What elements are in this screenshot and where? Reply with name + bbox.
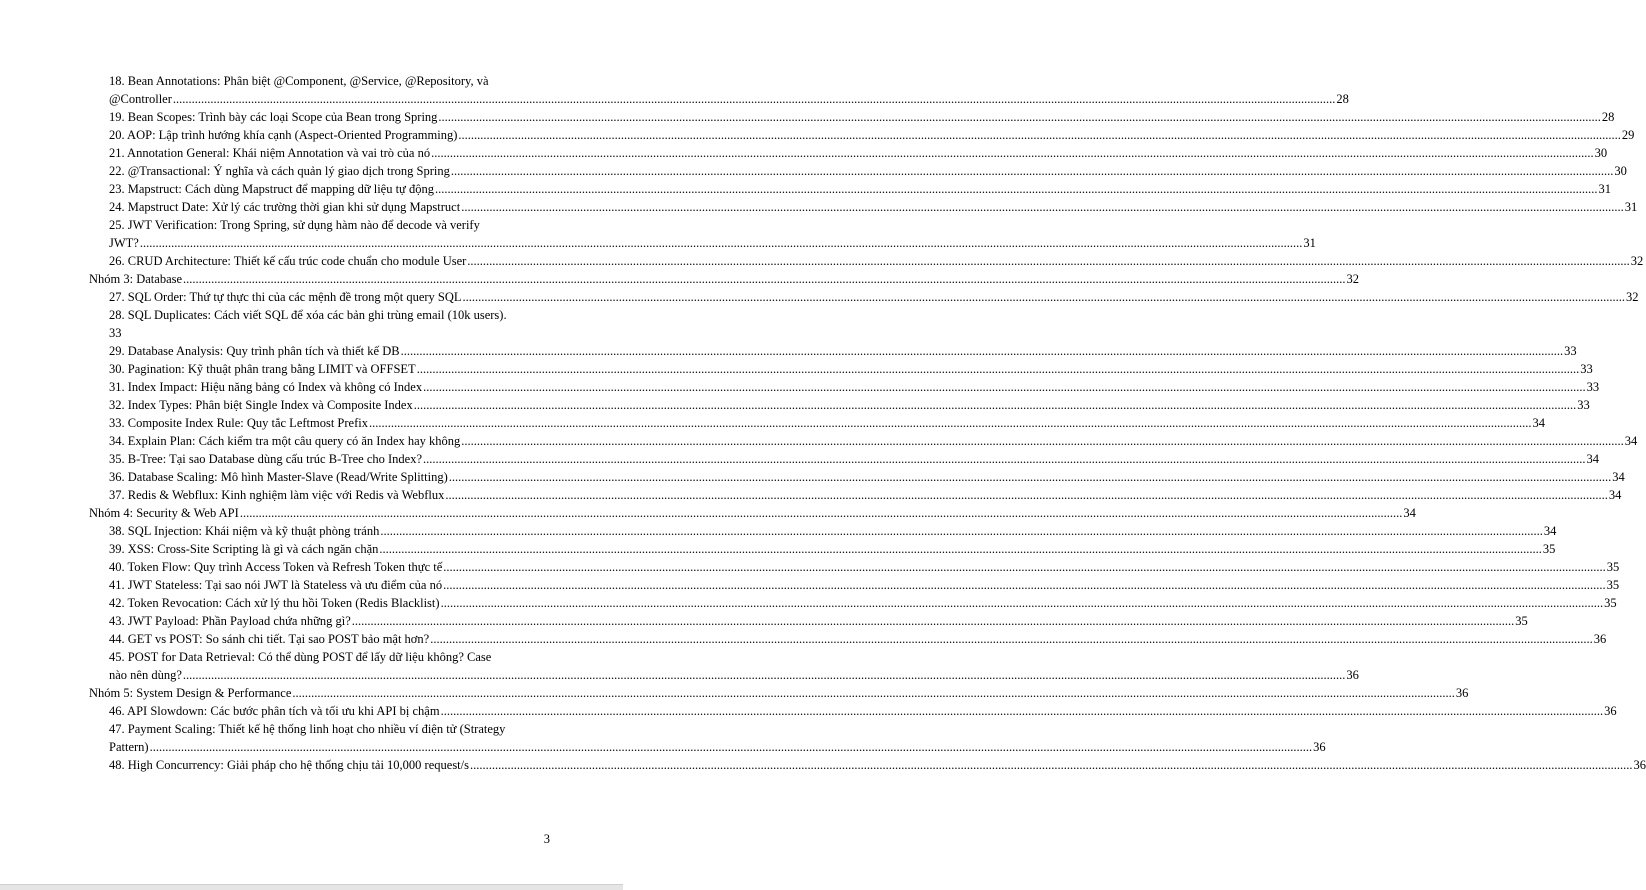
toc-entry-page: 28	[1602, 108, 1615, 126]
toc-entry-title: 38. SQL Injection: Khái niệm và kỹ thuật phòng tránh	[109, 522, 379, 540]
toc-entry[interactable]	[89, 126, 551, 144]
toc-entry-line	[109, 288, 551, 306]
toc-entry-line	[109, 756, 551, 774]
toc-entry[interactable]	[89, 378, 551, 396]
dot-leader	[443, 558, 1606, 576]
toc-entry-page: 34	[1532, 414, 1545, 432]
toc-entry-page: 36	[1313, 738, 1326, 756]
toc-entry-title: 31. Index Impact: Hiệu năng bảng có Index và không có Index	[109, 378, 422, 396]
toc-entry-page: 35	[1607, 558, 1620, 576]
toc-entry[interactable]	[89, 432, 551, 450]
dot-leader	[451, 162, 1614, 180]
toc-entry-page: 36	[1604, 702, 1617, 720]
toc-entry-page: 31	[1598, 180, 1611, 198]
toc-entry-line	[109, 396, 551, 414]
toc-entry-page: 30	[1614, 162, 1627, 180]
toc-entry-page: 35	[1515, 612, 1528, 630]
dot-leader	[173, 90, 1336, 108]
toc-entry-title-line: 18. Bean Annotations: Phân biệt @Component, @Service, @Repository, và	[109, 72, 551, 90]
dot-leader	[461, 432, 1624, 450]
toc-entry-page: 31	[1303, 234, 1316, 252]
toc-entry-title: 33	[109, 324, 122, 342]
toc-entry-line	[109, 702, 551, 720]
toc-entry-line	[109, 162, 551, 180]
toc-entry-line	[109, 324, 551, 342]
toc-entry-line	[109, 198, 551, 216]
toc-entry-page: 34	[1544, 522, 1557, 540]
toc-entry-page: 32	[1347, 270, 1360, 288]
toc-entry-line	[109, 738, 551, 756]
toc-entry-title: 21. Annotation General: Khái niệm Annotation và vai trò của nó	[109, 144, 430, 162]
toc-entry-line	[109, 342, 551, 360]
toc-entry-title: 23. Mapstruct: Cách dùng Mapstruct để mapping dữ liệu tự động	[109, 180, 434, 198]
toc-entry-title: 33. Composite Index Rule: Quy tắc Leftmost Prefix	[109, 414, 368, 432]
toc-entry-line	[109, 144, 551, 162]
toc-entry-title: 22. @Transactional: Ý nghĩa và cách quản lý giao dịch trong Spring	[109, 162, 450, 180]
dot-leader	[458, 126, 1621, 144]
toc-entry[interactable]	[89, 702, 551, 720]
dot-leader	[414, 396, 1577, 414]
dot-leader	[435, 180, 1598, 198]
toc-entry[interactable]	[89, 594, 551, 612]
toc-entry-title: Nhóm 4: Security & Web API	[89, 504, 239, 522]
toc-entry-line	[89, 504, 551, 522]
toc-entry[interactable]	[89, 306, 551, 342]
dot-leader	[140, 234, 1303, 252]
dot-leader	[183, 270, 1346, 288]
page-number: 3	[544, 832, 550, 847]
toc-entry-title: 20. AOP: Lập trình hướng khía cạnh (Aspect-Oriented Programming)	[109, 126, 457, 144]
toc-entry[interactable]	[89, 540, 551, 558]
toc-entry-title: 42. Token Revocation: Cách xử lý thu hồi Token (Redis Blacklist)	[109, 594, 440, 612]
toc-entry-title: 48. High Concurrency: Giải pháp cho hệ thống chịu tải 10,000 request/s	[109, 756, 469, 774]
toc-entry-line	[109, 468, 551, 486]
toc-entry[interactable]	[89, 342, 551, 360]
toc-entry-line	[109, 180, 551, 198]
dot-leader	[401, 342, 1564, 360]
toc-entry-line	[109, 522, 551, 540]
toc-entry-title: Nhóm 5: System Design & Performance	[89, 684, 291, 702]
toc-entry-page: 29	[1622, 126, 1635, 144]
toc-entry-line	[89, 270, 551, 288]
toc-entry[interactable]	[89, 360, 551, 378]
toc-entry-page: 31	[1625, 198, 1638, 216]
toc-entry-line	[89, 684, 551, 702]
toc-entry[interactable]	[89, 486, 551, 504]
dot-leader	[441, 702, 1604, 720]
toc-entry-line	[109, 576, 551, 594]
toc-entry[interactable]	[89, 252, 551, 270]
page-bottom-edge	[0, 884, 623, 890]
toc-entry-page: 35	[1604, 594, 1617, 612]
toc-entry-title: 19. Bean Scopes: Trình bày các loại Scope của Bean trong Spring	[109, 108, 437, 126]
toc-section-heading[interactable]	[89, 270, 551, 288]
toc-entry-title: 35. B-Tree: Tại sao Database dùng cấu trúc B-Tree cho Index?	[109, 450, 422, 468]
toc-entry-page: 36	[1456, 684, 1469, 702]
dot-leader	[438, 108, 1601, 126]
toc-entry-page: 33	[1580, 360, 1593, 378]
toc-entry-page: 36	[1634, 756, 1646, 774]
toc-entry-page: 34	[1587, 450, 1600, 468]
dot-leader	[240, 504, 1403, 522]
toc-entry-title: 40. Token Flow: Quy trình Access Token và Refresh Token thực tế	[109, 558, 442, 576]
dot-leader	[183, 666, 1346, 684]
toc-entry-title: 37. Redis & Webflux: Kinh nghiệm làm việc với Redis và Webflux	[109, 486, 444, 504]
document-page	[0, 0, 623, 889]
toc-entry-title: Pattern)	[109, 738, 149, 756]
toc-entry[interactable]	[89, 162, 551, 180]
dot-leader	[292, 684, 1455, 702]
toc-entry[interactable]	[89, 216, 551, 252]
toc-entry-page: 33	[1587, 378, 1600, 396]
toc-entry-page: 36	[1346, 666, 1359, 684]
toc-entry-line	[109, 126, 551, 144]
toc-entry-line	[109, 630, 551, 648]
toc-entry-title: nào nên dùng?	[109, 666, 182, 684]
toc-entry-line	[109, 90, 551, 108]
toc-section-heading[interactable]	[89, 504, 551, 522]
dot-leader	[445, 486, 1608, 504]
dot-leader	[417, 360, 1580, 378]
dot-leader	[380, 522, 1543, 540]
toc-entry-page: 35	[1543, 540, 1556, 558]
toc-entry-title: 46. API Slowdown: Các bước phân tích và tối ưu khi API bị chậm	[109, 702, 440, 720]
toc-entry-title-line: 47. Payment Scaling: Thiết kế hệ thống linh hoạt cho nhiều ví điện tử (Strategy	[109, 720, 551, 738]
toc-section-heading[interactable]	[89, 684, 551, 702]
toc-entry[interactable]	[89, 468, 551, 486]
toc-entry[interactable]	[89, 414, 551, 432]
toc-entry-line	[109, 108, 551, 126]
dot-leader	[470, 756, 1633, 774]
dot-leader	[461, 198, 1624, 216]
toc-entry[interactable]	[89, 558, 551, 576]
toc-entry-page: 33	[1564, 342, 1577, 360]
toc-entry-line	[109, 414, 551, 432]
dot-leader	[449, 468, 1612, 486]
toc-entry-line	[109, 450, 551, 468]
toc-entry-title: 43. JWT Payload: Phần Payload chứa những gì?	[109, 612, 351, 630]
toc-entry-title: JWT?	[109, 234, 139, 252]
toc-entry-page: 34	[1625, 432, 1638, 450]
toc-entry-title: 41. JWT Stateless: Tại sao nói JWT là Stateless và ưu điểm của nó	[109, 576, 442, 594]
toc-entry-line	[109, 612, 551, 630]
toc-entry-title: Nhóm 3: Database	[89, 270, 182, 288]
toc-entry-line	[109, 540, 551, 558]
toc-entry[interactable]	[89, 756, 551, 774]
table-of-contents	[89, 72, 551, 774]
toc-entry-line	[109, 360, 551, 378]
dot-leader	[443, 576, 1606, 594]
toc-entry[interactable]	[89, 720, 551, 756]
dot-leader	[369, 414, 1532, 432]
toc-entry-page: 34	[1403, 504, 1416, 522]
toc-entry-title: 32. Index Types: Phân biệt Single Index và Composite Index	[109, 396, 413, 414]
toc-entry-title: 27. SQL Order: Thứ tự thực thi của các mệnh đề trong một query SQL	[109, 288, 462, 306]
dot-leader	[467, 252, 1630, 270]
toc-entry[interactable]	[89, 630, 551, 648]
toc-entry-title: 34. Explain Plan: Cách kiểm tra một câu query có ăn Index hay không	[109, 432, 460, 450]
toc-entry-page: 33	[1577, 396, 1590, 414]
dot-leader	[463, 288, 1626, 306]
dot-leader	[431, 144, 1594, 162]
toc-entry-page: 34	[1609, 486, 1622, 504]
toc-entry-line	[109, 234, 551, 252]
toc-entry-page: 32	[1626, 288, 1639, 306]
dot-leader	[423, 450, 1586, 468]
toc-entry-title-line: 25. JWT Verification: Trong Spring, sử dụng hàm nào để decode và verify	[109, 216, 551, 234]
dot-leader	[423, 378, 1586, 396]
toc-entry-line	[109, 252, 551, 270]
toc-entry-page: 36	[1594, 630, 1607, 648]
dot-leader	[352, 612, 1515, 630]
toc-entry-page: 35	[1607, 576, 1620, 594]
toc-entry-title-line: 28. SQL Duplicates: Cách viết SQL để xóa các bản ghi trùng email (10k users).	[109, 306, 551, 324]
toc-entry[interactable]	[89, 144, 551, 162]
toc-entry[interactable]	[89, 522, 551, 540]
toc-entry-title: @Controller	[109, 90, 172, 108]
toc-entry-line	[109, 594, 551, 612]
toc-entry-line	[109, 432, 551, 450]
toc-entry[interactable]	[89, 450, 551, 468]
toc-entry-line	[109, 378, 551, 396]
toc-entry-page: 34	[1612, 468, 1625, 486]
toc-entry[interactable]	[89, 612, 551, 630]
toc-entry[interactable]	[89, 396, 551, 414]
toc-entry-title: 44. GET vs POST: So sánh chi tiết. Tại sao POST bảo mật hơn?	[109, 630, 429, 648]
toc-entry-page: 30	[1595, 144, 1608, 162]
toc-entry-title: 24. Mapstruct Date: Xử lý các trường thời gian khi sử dụng Mapstruct	[109, 198, 460, 216]
toc-entry[interactable]	[89, 198, 551, 216]
toc-entry[interactable]	[89, 648, 551, 684]
dot-leader	[430, 630, 1593, 648]
toc-entry-title: 39. XSS: Cross-Site Scripting là gì và cách ngăn chặn	[109, 540, 378, 558]
toc-entry-line	[109, 558, 551, 576]
toc-entry-title: 26. CRUD Architecture: Thiết kế cấu trúc code chuẩn cho module User	[109, 252, 466, 270]
toc-entry[interactable]	[89, 180, 551, 198]
dot-leader	[379, 540, 1542, 558]
toc-entry[interactable]	[89, 288, 551, 306]
toc-entry-title: 30. Pagination: Kỹ thuật phân trang bằng LIMIT và OFFSET	[109, 360, 416, 378]
toc-entry[interactable]	[89, 576, 551, 594]
toc-entry-line	[109, 486, 551, 504]
dot-leader	[150, 738, 1313, 756]
toc-entry-page: 28	[1336, 90, 1349, 108]
toc-entry-title: 29. Database Analysis: Quy trình phân tích và thiết kế DB	[109, 342, 400, 360]
toc-entry-line	[109, 666, 551, 684]
toc-entry-title-line: 45. POST for Data Retrieval: Có thể dùng POST để lấy dữ liệu không? Case	[109, 648, 551, 666]
toc-entry[interactable]	[89, 72, 551, 108]
toc-entry[interactable]	[89, 108, 551, 126]
toc-entry-page: 32	[1631, 252, 1644, 270]
dot-leader	[441, 594, 1604, 612]
toc-entry-title: 36. Database Scaling: Mô hình Master-Slave (Read/Write Splitting)	[109, 468, 448, 486]
